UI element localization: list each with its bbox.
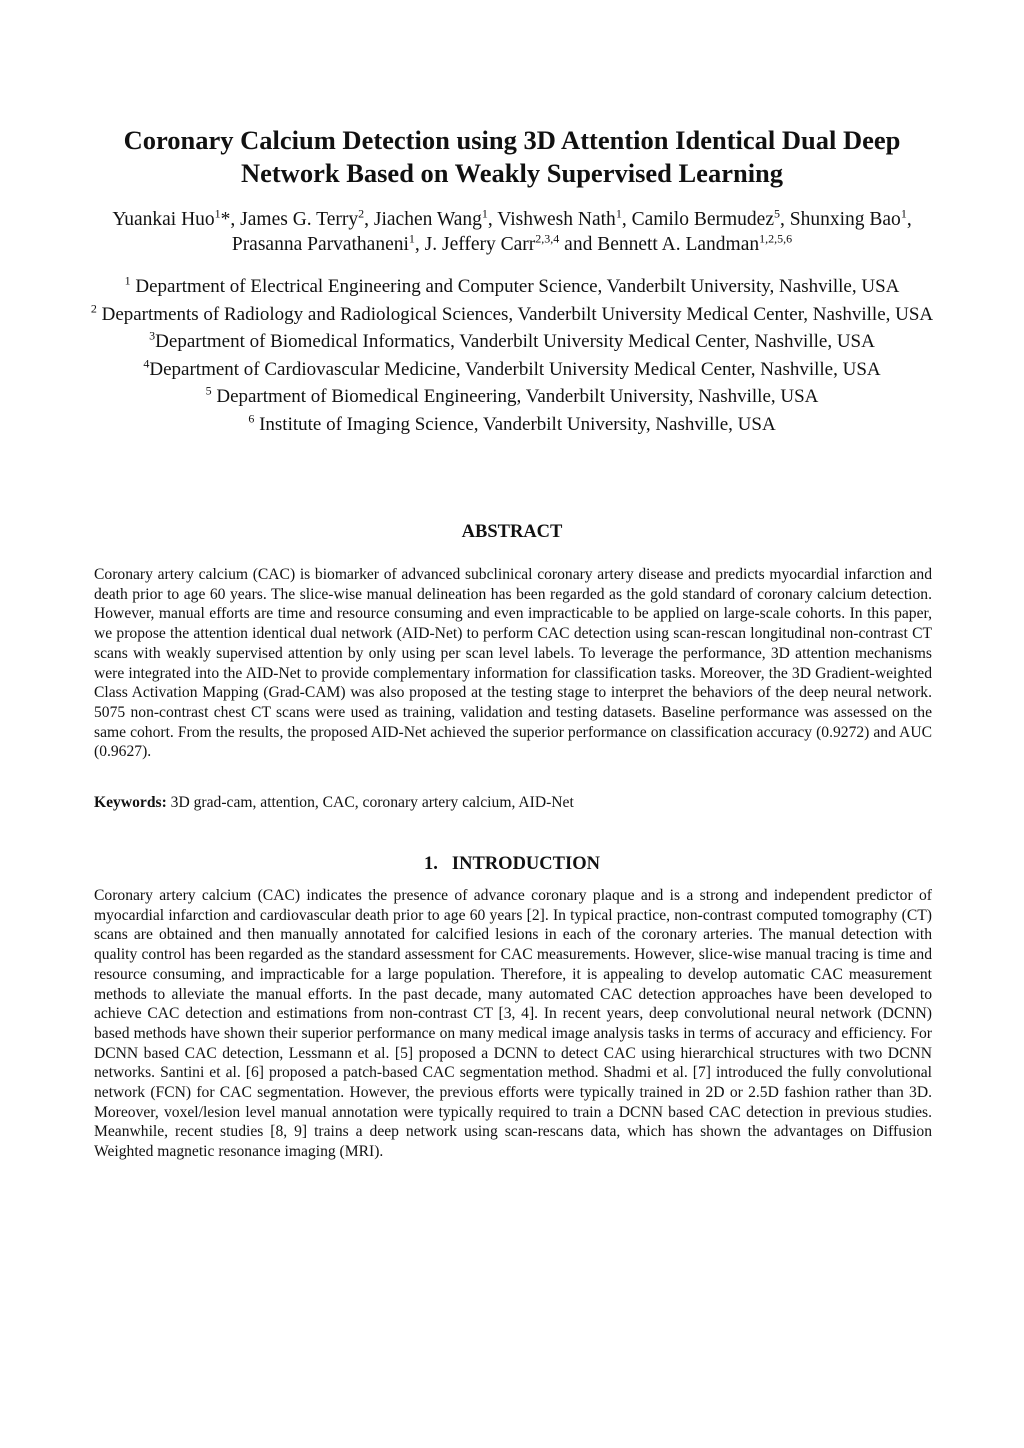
- introduction-text: Coronary artery calcium (CAC) indicates the presence of advance coronary plaque and is a strong and independent predictor of myocardial infarction and cardiovascular death prior to age 60 years [2]. In typical practice, non-contrast computed tomography (CT) scans are obtained and then manually annotated for calcified lesions in each of the coronary arteries. The manual detection with quality control has been regarded as the standard assessment for CAC measurements. However, slice-wise manual tracing is time and resource consuming, and impracticable for a large population. Therefore, it is appealing to develop automatic CAC measurement methods to alleviate the manual efforts. In the past decade, many automated CAC detection approaches have been developed to achieve CAC detection and estimations from non-contrast CT [3, 4]. In recent years, deep convolutional neural network (DCNN) based methods have shown their superior performance on many medical image analysis tasks in terms of accuracy and efficiency. For DCNN based CAC detection, Lessmann et al. [5] proposed a DCNN to detect CAC using hierarchical structures with two DCNN networks. Santini et al. [6] proposed a patch-based CAC segmentation method. Shadmi et al. [7] introduced the fully convolutional network (FCN) for CAC segmentation. However, the previous efforts were typically trained in 2D or 2.5D fashion rather than 3D. Moreover, voxel/lesion level manual annotation were typically required to train a DCNN based CAC detection in previous studies. Meanwhile, recent studies [8, 9] trains a deep network using scan-rescans data, which has shown the advantages on Diffusion Weighted magnetic resonance imaging (MRI).: [94, 887, 932, 1161]
- affiliation-list: [80, 274, 944, 439]
- introduction-heading: [92, 853, 932, 875]
- author: Yuankai Huo$^1$*,: [112, 206, 241, 230]
- author: Vishwesh Nath$^1$,: [497, 206, 632, 230]
- author: Jiachen Wang$^1$,: [373, 206, 498, 230]
- keywords-text: 3D grad-cam, attention, CAC, coronary artery calcium, AID-Net: [170, 794, 574, 811]
- keywords: [94, 793, 932, 813]
- author: Prasanna Parvathaneni$^1$,: [231, 231, 425, 255]
- section-title: INTRODUCTION: [451, 854, 600, 874]
- section-number: 1.: [424, 854, 438, 874]
- affiliation: $^1$ Department of Electrical Engineering and Computer Science, Vanderbilt University, Nashville, USA: [124, 273, 900, 297]
- affiliation: $^4$Department of Cardiovascular Medicine, Vanderbilt University Medical Center, Nashville, USA: [143, 356, 881, 380]
- author-list: [80, 207, 944, 257]
- abstract-text: Coronary artery calcium (CAC) is biomarker of advanced subclinical coronary artery disease and predicts myocardial infarction and death prior to age 60 years. The slice-wise manual delineation has been regarded as the gold standard of coronary calcium detection. However, manual efforts are time and resource consuming and even impracticable to be applied on large-scale cohorts. In this paper, we propose the attention identical dual network (AID-Net) to perform CAC detection using scan-rescan longitudinal non-contrast CT scans with weakly supervised attention by only using per scan level labels. To leverage the performance, 3D attention mechanisms were integrated into the AID-Net to provide complementary information for classification tasks. Moreover, the 3D Gradient-weighted Class Activation Mapping (Grad-CAM) was also proposed at the testing stage to interpret the behaviors of the deep neural network. 5075 non-contrast chest CT scans were used as training, validation and testing datasets. Baseline performance was assessed on the same cohort. From the results, the proposed AID-Net achieved the superior performance on classification accuracy (0.9272) and AUC (0.9627).: [94, 566, 932, 761]
- affiliation: $^2$ Departments of Radiology and Radiological Sciences, Vanderbilt University Medical Center, Nashville, USA: [90, 301, 934, 325]
- affiliation: $^6$ Institute of Imaging Science, Vanderbilt University, Nashville, USA: [248, 411, 776, 435]
- author: J. Jeffery Carr$^{2,3,4}$ and: [424, 231, 598, 255]
- affiliation: $^5$ Department of Biomedical Engineering, Vanderbilt University, Nashville, USA: [205, 383, 819, 407]
- author: Shunxing Bao$^1$,: [789, 206, 912, 230]
- abstract-heading: ABSTRACT: [461, 522, 563, 542]
- keywords-label: Keywords:: [94, 794, 167, 811]
- author: Camilo Bermudez$^5$,: [631, 206, 790, 230]
- author: James G. Terry$^2$,: [240, 206, 374, 230]
- author: Bennett A. Landman$^{1,2,5,6}$: [597, 231, 793, 255]
- paper-title: Coronary Calcium Detection using 3D Attention Identical Dual Deep Network Based on Weakly Supervised Learning: [123, 125, 901, 188]
- affiliation: $^3$Department of Biomedical Informatics, Vanderbilt University Medical Center, Nashville, USA: [149, 328, 875, 352]
